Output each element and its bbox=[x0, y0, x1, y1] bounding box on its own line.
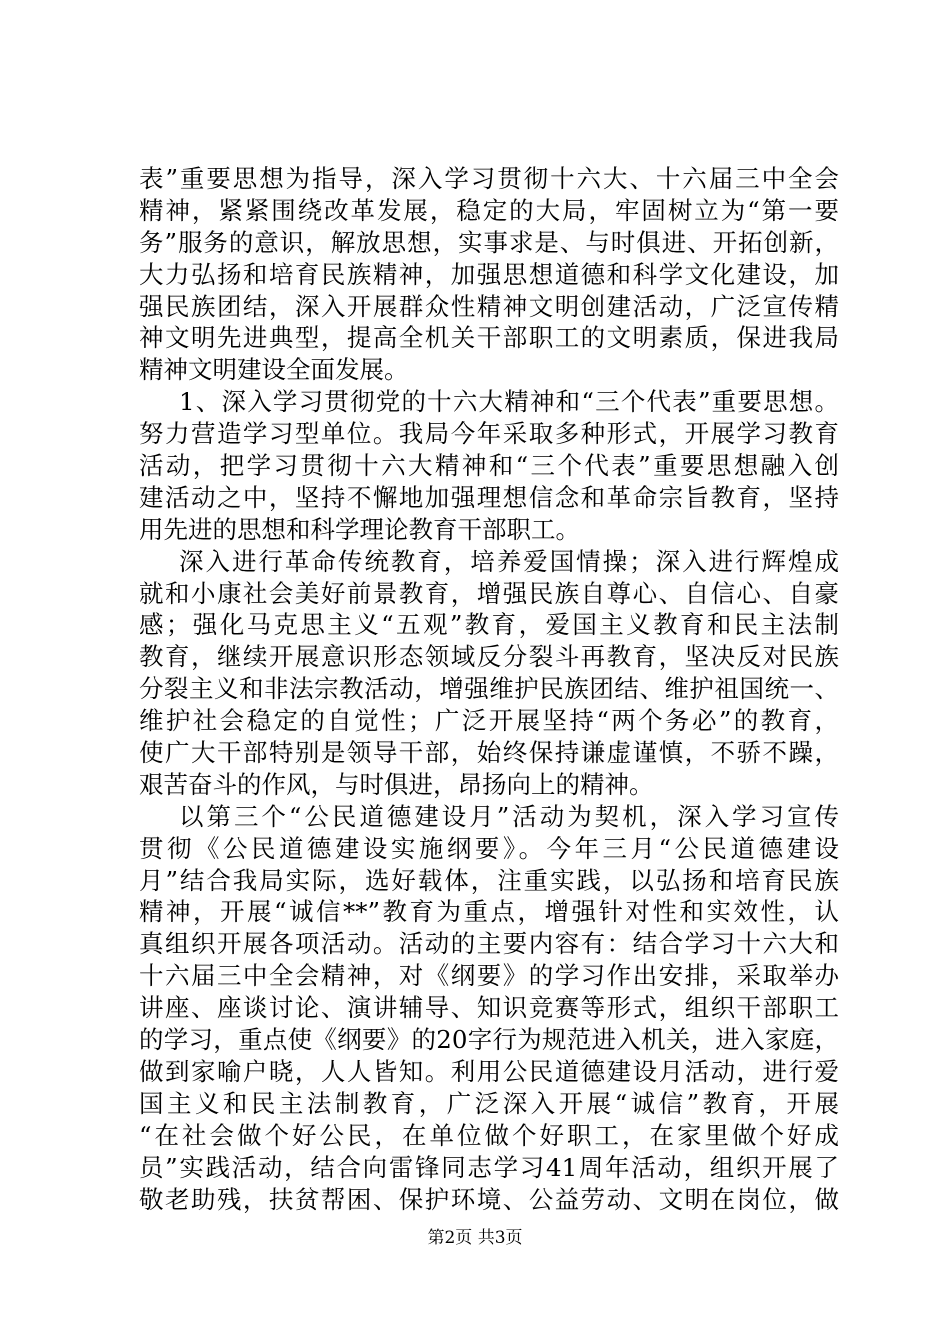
text-line: 维护社会稳定的自觉性；广泛开展坚持“两个务必”的教育， bbox=[139, 706, 839, 736]
text-line: 用先进的思想和科学理论教育干部职工。 bbox=[139, 514, 580, 544]
text-line: 教育，继续开展意识形态领域反分裂斗再教育，坚决反对民族 bbox=[139, 642, 839, 672]
text-line: 的学习，重点使《纲要》的20字行为规范进入机关，进入家庭， bbox=[139, 1025, 839, 1055]
text-line: 感；强化马克思主义“五观”教育，爱国主义教育和民主法制 bbox=[139, 610, 839, 640]
text-line: 月”结合我局实际，选好载体，注重实践，以弘扬和培育民族 bbox=[139, 865, 839, 895]
text-line: 真组织开展各项活动。活动的主要内容有：结合学习十六大和 bbox=[139, 929, 839, 959]
page-number-label: 第2页 共3页 bbox=[427, 1228, 523, 1248]
text-line: 国主义和民主法制教育，广泛深入开展“诚信”教育，开展 bbox=[139, 1088, 839, 1118]
text-line: 精神，紧紧围绕改革发展，稳定的大局，牢固树立为“第一要 bbox=[139, 195, 839, 225]
text-line: 精神文明建设全面发展。 bbox=[139, 355, 409, 385]
text-line: 深入进行革命传统教育，培养爱国情操；深入进行辉煌成 bbox=[179, 546, 839, 576]
text-line: 努力营造学习型单位。我局今年采取多种形式，开展学习教育 bbox=[139, 419, 839, 449]
text-line: 建活动之中，坚持不懈地加强理想信念和革命宗旨教育，坚持 bbox=[139, 482, 839, 512]
text-line: 神文明先进典型，提高全机关干部职工的文明素质，保进我局 bbox=[139, 323, 839, 353]
text-line: 务”服务的意识，解放思想，实事求是、与时俱进、开拓创新， bbox=[139, 227, 839, 257]
text-line: 十六届三中全会精神，对《纲要》的学习作出安排，采取举办 bbox=[139, 961, 839, 991]
text-line: 艰苦奋斗的作风，与时俱进，昂扬向上的精神。 bbox=[139, 769, 654, 799]
text-line: 精神，开展“诚信**”教育为重点，增强针对性和实效性，认 bbox=[139, 897, 839, 927]
text-line: 做到家喻户晓，人人皆知。利用公民道德建设月活动，进行爱 bbox=[139, 1056, 839, 1086]
text-line: 以第三个“公民道德建设月”活动为契机，深入学习宣传 bbox=[179, 801, 839, 831]
text-line: “在社会做个好公民，在单位做个好职工，在家里做个好成 bbox=[139, 1120, 839, 1150]
page-footer bbox=[0, 1227, 950, 1249]
text-line: 讲座、座谈讨论、演讲辅导、知识竞赛等形式，组织干部职工 bbox=[139, 993, 839, 1023]
text-line: 使广大干部特别是领导干部，始终保持谦虚谨慎，不骄不躁， bbox=[139, 738, 839, 768]
text-line: 1、深入学习贯彻党的十六大精神和“三个代表”重要思想。 bbox=[179, 387, 839, 417]
text-line: 大力弘扬和培育民族精神，加强思想道德和科学文化建设，加 bbox=[139, 259, 839, 289]
document-body bbox=[139, 163, 839, 1215]
text-line: 表”重要思想为指导，深入学习贯彻十六大、十六届三中全会 bbox=[139, 164, 839, 193]
text-line: 员”实践活动，结合向雷锋同志学习41周年活动，组织开展了 bbox=[139, 1152, 839, 1182]
text-line: 就和小康社会美好前景教育，增强民族自尊心、自信心、自豪 bbox=[139, 578, 839, 608]
text-line: 敬老助残，扶贫帮困、保护环境、公益劳动、文明在岗位，做 bbox=[139, 1184, 839, 1214]
text-line: 贯彻《公民道德建设实施纲要》。今年三月“公民道德建设 bbox=[139, 833, 839, 863]
text-line: 分裂主义和非法宗教活动，增强维护民族团结、维护祖国统一、 bbox=[139, 674, 839, 704]
text-line: 强民族团结，深入开展群众性精神文明创建活动，广泛宣传精 bbox=[139, 291, 839, 321]
text-line: 活动，把学习贯彻十六大精神和“三个代表”重要思想融入创 bbox=[139, 451, 839, 481]
